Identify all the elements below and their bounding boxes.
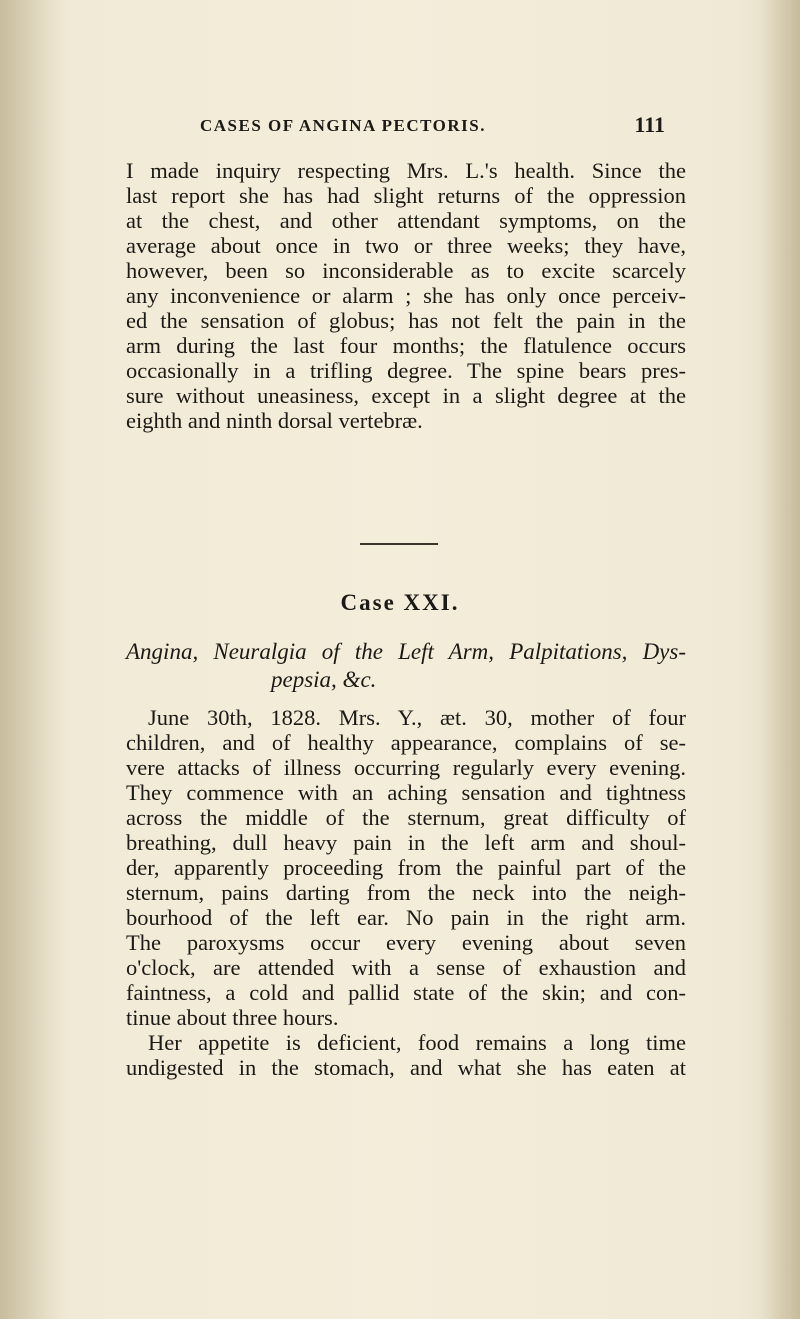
- text-line: any inconvenience or alarm ; she has only once perceiv-: [126, 283, 686, 308]
- text-line: The paroxysms occur every evening about seven: [126, 930, 686, 955]
- text-line: eighth and ninth dorsal vertebræ.: [126, 408, 423, 433]
- text-line: however, been so inconsiderable as to excite scarcely: [126, 258, 686, 283]
- text-line: I made inquiry respecting Mrs. L.'s health. Since the: [126, 158, 686, 183]
- text-line: They commence with an aching sensation and tightness: [126, 780, 686, 805]
- text-line: tinue about three hours.: [126, 1005, 339, 1030]
- text-line: at the chest, and other attendant symptoms, on the: [126, 208, 686, 233]
- page-edge-shadow: [760, 0, 800, 1319]
- text-line: faintness, a cold and pallid state of the skin; and con-: [126, 980, 686, 1005]
- text-line: der, apparently proceeding from the painful part of the: [126, 855, 686, 880]
- section-rule: [360, 543, 438, 545]
- paragraph-inquiry: [126, 158, 686, 433]
- paragraph-case-history: [126, 705, 686, 1030]
- text-line: sternum, pains darting from the neck into the neigh-: [126, 880, 686, 905]
- text-line: breathing, dull heavy pain in the left arm and shoul-: [126, 830, 686, 855]
- text-line: average about once in two or three weeks; they have,: [126, 233, 686, 258]
- case-subtitle-line: pepsia, &c.: [271, 667, 377, 692]
- text-line: across the middle of the sternum, great difficulty of: [126, 805, 686, 830]
- text-line: ed the sensation of globus; has not felt the pain in the: [126, 308, 686, 333]
- case-subtitle: [126, 638, 686, 694]
- text-line: June 30th, 1828. Mrs. Y., æt. 30, mother of four: [148, 705, 686, 730]
- page-gutter-shadow: [0, 0, 70, 1319]
- page-number: 111: [634, 112, 665, 137]
- text-line: Her appetite is deficient, food remains a long time: [148, 1030, 686, 1055]
- text-line: last report she has had slight returns of the oppression: [126, 183, 686, 208]
- text-line: sure without uneasiness, except in a slight degree at the: [126, 383, 686, 408]
- text-line: o'clock, are attended with a sense of exhaustion and: [126, 955, 686, 980]
- case-subtitle-line: Angina, Neuralgia of the Left Arm, Palpitations, Dys-: [126, 639, 686, 664]
- text-line: vere attacks of illness occurring regularly every evening.: [126, 755, 686, 780]
- running-title: CASES OF ANGINA PECTORIS.: [200, 116, 486, 135]
- text-line: children, and of healthy appearance, complains of se-: [126, 730, 686, 755]
- text-line: arm during the last four months; the flatulence occurs: [126, 333, 686, 358]
- text-line: undigested in the stomach, and what she has eaten at: [126, 1055, 686, 1080]
- case-heading: Case XXI.: [340, 590, 460, 615]
- paragraph-appetite: [126, 1030, 686, 1080]
- text-line: bourhood of the left ear. No pain in the right arm.: [126, 905, 686, 930]
- text-line: occasionally in a trifling degree. The spine bears pres-: [126, 358, 686, 383]
